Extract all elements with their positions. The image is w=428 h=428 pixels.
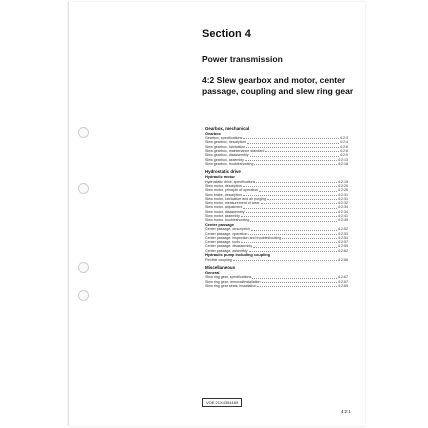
toc-leader-dots	[243, 186, 337, 187]
toc-leader-dots	[245, 160, 337, 161]
section-heading: Section 4	[202, 28, 251, 40]
toc-entry-page: 4:2:67	[338, 275, 348, 280]
toc-leader-dots	[246, 212, 337, 213]
toc-leader-dots	[267, 199, 337, 200]
toc-subgroup-heading: Hydraulic motor	[205, 174, 235, 180]
toc-entry[interactable]	[205, 162, 348, 166]
toc-entry-title: Center passage, assembly	[205, 248, 248, 253]
toc-entry-title: Flexible coupling	[205, 257, 232, 262]
toc-group-heading: Hydrostatic drive	[205, 169, 241, 175]
toc-subgroup-heading: Gearbox	[205, 130, 221, 136]
toc-entry-title: Slew motor, principle of operation	[205, 188, 259, 193]
section-subtitle: Power transmission	[202, 54, 283, 64]
toc-entry-page: 4:2:34	[338, 205, 348, 210]
toc-entry-title: Slew motor, adjustment	[205, 205, 243, 210]
toc-leader-dots	[254, 164, 337, 165]
toc-leader-dots	[256, 182, 337, 183]
binder-hole	[78, 262, 89, 273]
page-number: 4:2:1	[341, 409, 351, 414]
toc-entry-page: 4:2:57	[338, 240, 348, 245]
toc-leader-dots	[259, 191, 337, 192]
toc-leader-dots	[257, 286, 337, 287]
toc-entry-title: Center passage, disassembly	[205, 244, 253, 249]
toc-leader-dots	[250, 156, 339, 157]
toc-entry-title: Center passage, operation	[205, 231, 248, 236]
toc-leader-dots	[241, 216, 337, 217]
toc-entry-title: Hydrostatic drive, specifications	[205, 179, 256, 184]
toc-entry-title: Center passage, inspection and troubleshooting	[205, 235, 282, 240]
toc-entry-page: 4:2:18	[338, 161, 348, 166]
toc-leader-dots	[248, 234, 337, 235]
binder-hole	[78, 290, 89, 301]
toc-entry-page: 4:2:59	[338, 244, 348, 249]
toc-entry-page: 4:2:31	[338, 192, 348, 197]
toc-entry-page: 4:2:66	[338, 257, 348, 262]
toc-entry-title: Center passage, tools	[205, 240, 240, 245]
toc-entry-title: Slew ring gear, removal/installation	[205, 279, 261, 284]
toc-entry-title: Slew ring gear seals, installation	[205, 283, 257, 288]
toc-entry-page: 4:2:6	[340, 144, 348, 149]
toc-leader-dots	[262, 282, 337, 283]
chapter-title: 4:2 Slew gearbox and motor, center passage, coupling and slew ring gear	[202, 75, 354, 96]
toc-entry-page: 4:2:41	[338, 214, 348, 219]
toc-leader-dots	[253, 247, 337, 248]
toc-leader-dots	[243, 195, 337, 196]
toc-entry-title: Center passage, description	[205, 227, 250, 232]
toc-entry-title: Slew ring gear, specifications	[205, 275, 252, 280]
toc-entry-page: 4:2:32	[338, 201, 348, 206]
toc-entry-page: 4:2:54	[338, 235, 348, 240]
toc-entry-title: Slew motor, lubrication and air purging	[205, 196, 267, 201]
toc-group-heading: Miscellaneous	[205, 265, 236, 271]
document-id: VOE 21X4354169	[202, 398, 242, 407]
toc-entry-title: Gearbox, specifications	[205, 136, 243, 141]
toc-leader-dots	[243, 208, 337, 209]
toc-entry-page: 4:2:26	[338, 188, 348, 193]
toc-entry-page: 4:2:53	[338, 231, 348, 236]
toc-entry-page: 4:2:20	[338, 183, 348, 188]
toc-subgroup-heading: Center passage	[205, 221, 234, 227]
toc-entry-title: Slew motor, measurement of wear	[205, 201, 260, 206]
toc-entry-page: 4:2:62	[338, 248, 348, 253]
toc-entry-title: Slew gearbox, assembly	[205, 157, 244, 162]
toc-entry-page: 4:2:13	[338, 157, 348, 162]
toc-entry-page: 4:2:52	[338, 227, 348, 232]
toc-entry-title: Slew gearbox, disassembly	[205, 153, 249, 158]
toc-leader-dots	[252, 278, 337, 279]
toc-entry-page: 4:2:49	[338, 218, 348, 223]
toc-entry-page: 4:2:3	[340, 136, 348, 141]
toc-entry-page: 4:2:67	[338, 279, 348, 284]
toc-subgroup-heading: Hydraulic pump including coupling	[205, 251, 271, 257]
toc-entry-page: 4:2:4	[340, 140, 348, 145]
toc-entry-title: Slew motor, troubleshooting	[205, 218, 250, 223]
toc-leader-dots	[251, 230, 337, 231]
toc-leader-dots	[246, 147, 339, 148]
toc-leader-dots	[261, 203, 337, 204]
toc-entry-page: 4:2:34	[338, 209, 348, 214]
toc-entry-title: Slew gearbox, lubrication	[205, 144, 246, 149]
toc-entry-title: Slew brake, description	[205, 192, 243, 197]
toc-entry-title: Slew motor, disassembly	[205, 209, 245, 214]
toc-entry-page: 4:2:31	[338, 196, 348, 201]
toc-entry-title: Slew motor, description	[205, 183, 243, 188]
toc-entry-page: 4:2:8	[340, 149, 348, 154]
toc-entry-page: 4:2:69	[338, 283, 348, 288]
toc-leader-dots	[250, 221, 337, 222]
toc-entry-title: Slew motor, assembly	[205, 214, 240, 219]
toc-entry[interactable]	[205, 284, 348, 288]
toc-subgroup-heading: General	[205, 269, 220, 275]
toc-leader-dots	[265, 151, 339, 152]
toc-leader-dots	[247, 143, 339, 144]
toc-leader-dots	[241, 242, 337, 243]
toc-entry-title: Slew gearbox, maintenance standard	[205, 149, 265, 154]
binder-hole	[78, 183, 89, 194]
table-of-contents	[205, 126, 348, 288]
toc-entry-title: Slew gearbox, description	[205, 140, 247, 145]
toc-entry-page: 4:2:9	[340, 153, 348, 158]
toc-entry-page: 4:2:19	[338, 179, 348, 184]
toc-leader-dots	[243, 138, 339, 139]
toc-leader-dots	[282, 238, 337, 239]
toc-group-heading: Gearbox, mechanical	[205, 126, 250, 131]
toc-leader-dots	[233, 260, 337, 261]
binder-hole	[78, 127, 89, 138]
toc-entry-title: Slew gearbox, troubleshooting	[205, 161, 254, 166]
toc-entry[interactable]	[205, 258, 348, 262]
